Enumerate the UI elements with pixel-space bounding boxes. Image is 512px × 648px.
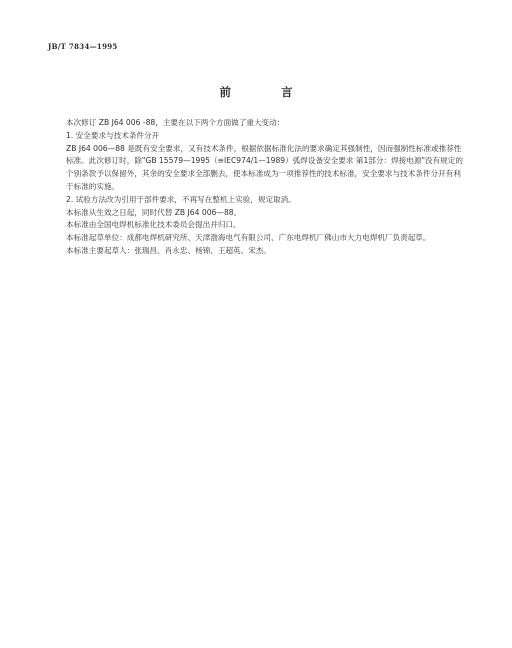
title-char-1: 前: [219, 85, 231, 99]
title-char-2: 言: [281, 85, 293, 99]
paragraph-supersedes: 本标准从生效之日起，同时代替 ZB J64 006—88。: [66, 207, 242, 217]
standard-number: JB/T 7834—1995: [48, 42, 118, 51]
paragraph-drafting-units: 本标准起草单位：成都电焊机研究所、天津渤海电气有限公司、广东电焊机厂佛山市大力电焊机厂负责起草。: [66, 233, 431, 243]
paragraph-item-1-body: ZB J64 006—88 是既有安全要求，又有技术条件，根据依据标准化法的要求确定其强制性，因而强制性标准或推荐性标准。此次修订时，除"GB 15579—1995（≡IEC974/1—1989）弧焊设备安全要求 第1部分：焊接电源"没有规定的个别条款予以保留外，其余的安全要求全部删去，使本标准成为一项推荐性的技术标准，安全要求与技术条件分开有利于标准的实施。: [66, 143, 463, 191]
foreword-body: [66, 117, 466, 258]
paragraph-intro: 本次修订 ZB J64 006 -88，主要在以下两个方面做了重大变动：: [66, 118, 285, 127]
paragraph-item-2: 2. 试验方法改为引用于部件要求，不再写在整机上实验，规定取消。: [66, 194, 296, 204]
paragraph-drafters: 本标准主要起草人：张瑞昌、肖永忠、杨锦、王超英、宋杰。: [66, 245, 272, 255]
page-title: [0, 84, 512, 100]
paragraph-item-1-heading: 1. 安全要求与技术条件分开: [66, 130, 160, 140]
paragraph-proposer: 本标准由全国电焊机标准化技术委员会提出并归口。: [66, 220, 241, 230]
